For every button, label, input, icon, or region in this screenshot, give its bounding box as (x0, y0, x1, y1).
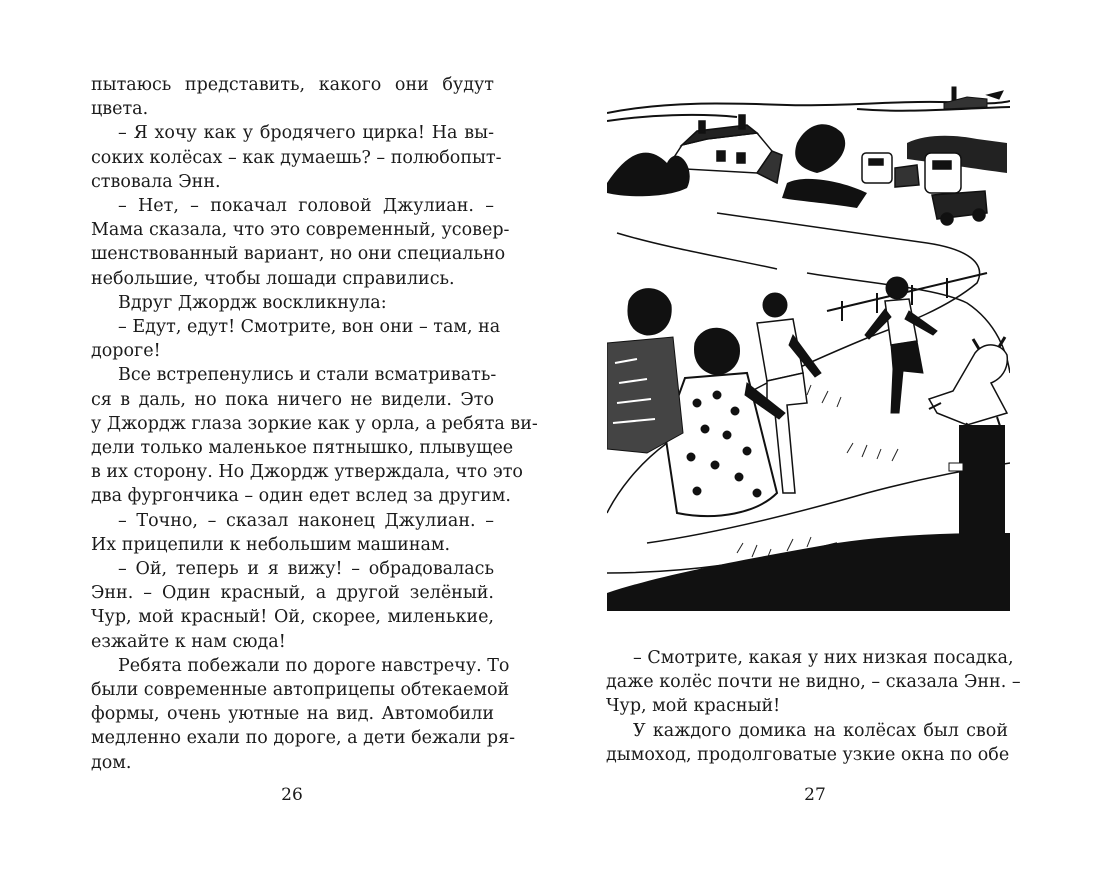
text-line: даже колёс почти не видно, – сказала Энн. – (606, 672, 1021, 693)
text-line: у Джордж глаза зоркие как у орла, а ребята ви- (91, 413, 538, 434)
text-line: шенствованный вариант, но они специально (91, 244, 506, 265)
text-line: были современные автоприцепы обтекаемой (91, 680, 510, 701)
child-boy-foreground (607, 289, 683, 453)
text-line: соких колёсах – как думаешь? – полюбопыт- (91, 147, 502, 168)
text-line: – Точно, – сказал наконец Джулиан. – (118, 510, 494, 531)
text-line: формы, очень уютные на вид. Автомобили (91, 704, 494, 725)
text-line: небольшие, чтобы лошади справились. (91, 268, 455, 289)
text-line: Ребята побежали по дороге навстречу. То (118, 655, 510, 676)
text-line: Все встрепенулись и стали всматривать- (118, 365, 497, 386)
text-line: пытаюсь представить, какого они будут (91, 75, 494, 95)
text-line: – Нет, – покачал головой Джулиан. – (118, 196, 494, 217)
text-line: дороге! (91, 341, 161, 362)
text-line: Энн. – Один красный, а другой зелёный. (91, 583, 494, 604)
text-line: Чур, мой красный! Ой, скорее, миленькие, (91, 607, 494, 628)
text-line: езжайте к нам сюда! (91, 631, 286, 652)
illustration (607, 73, 1010, 611)
text-line: – Смотрите, какая у них низкая посадка, (633, 648, 1014, 668)
page-number-right: 27 (804, 785, 826, 805)
text-line: в их сторону. Но Джордж утверждала, что это (91, 462, 523, 483)
text-line: Чур, мой красный! (606, 696, 781, 717)
text-line: Мама сказала, что это современный, усовер- (91, 220, 510, 241)
left-page-text (91, 73, 538, 775)
page-number-left: 26 (281, 785, 303, 805)
text-line: Вдруг Джордж воскликнула: (118, 292, 387, 313)
text-line: медленно ехали по дороге, а дети бежали ря- (91, 728, 516, 749)
text-line: ствовала Энн. (91, 171, 221, 192)
text-line: ся в даль, но пока ничего не видели. Это (91, 389, 494, 410)
text-line: Их прицепили к небольшим машинам. (91, 534, 451, 555)
right-page (550, 0, 1100, 873)
dog (929, 337, 1007, 435)
text-line: – Я хочу как у бродячего цирка! На вы- (118, 123, 494, 144)
text-line: – Едут, едут! Смотрите, вон они – там, на (118, 317, 501, 338)
text-line: У каждого домика на колёсах был свой (633, 720, 1008, 741)
text-line: два фургончика – один едет вслед за другим. (91, 486, 511, 507)
right-page-text (606, 646, 1021, 767)
text-line: дымоход, продолговатые узкие окна по обе (606, 744, 1010, 765)
text-line: дели только маленькое пятнышко, плывущее (91, 438, 514, 459)
text-line: цвета. (91, 99, 149, 120)
foreground-hill (607, 533, 1010, 611)
text-line: дом. (91, 752, 132, 773)
text-line: – Ой, теперь и я вижу! – обрадовалась (118, 559, 494, 580)
child-far-runner (865, 277, 937, 413)
distant-building (944, 87, 1003, 109)
